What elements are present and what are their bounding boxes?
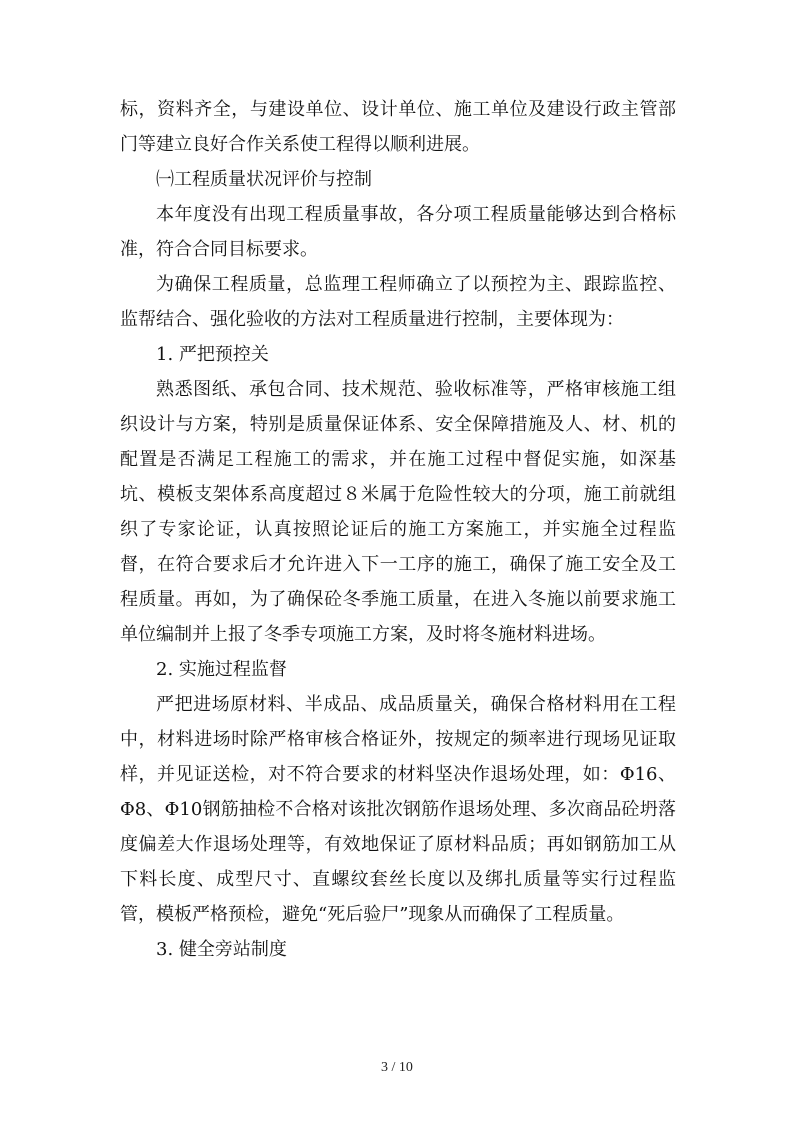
section-heading-quality: ㈠工程质量状况评价与控制: [156, 169, 372, 190]
subheading-precontrol: 1. 严把预控关: [156, 344, 269, 365]
paragraph-quality-control: 为确保工程质量，总监理工程师确立了以预控为主、跟踪监控、监帮结合、强化验收的方法对工程质量进行控制，主要体现为：: [120, 274, 676, 330]
paragraph-process-supervision: 严把进场原材料、半成品、成品质量关，确保合格材料用在工程中，材料进场时除严格审核合格证外，按规定的频率进行现场见证取样，并见证送检，对不符合要求的材料坚决作退场处理，如：Φ16、Φ8、Φ10钢筋抽检不合格对该批次钢筋作退场处理、多次商品砼坍落度偏差大作退场处理等，有效地保证了原材料品质；再如钢筋加工从下料长度、成型尺寸、直螺纹套丝长度以及绑扎质量等实行过程监管，模板严格预检，避免“死后验尸”现象从而确保了工程质量。: [120, 694, 676, 925]
subheading-process-supervision: 2. 实施过程监督: [156, 659, 287, 680]
paragraph-continuation: 标，资料齐全，与建设单位、设计单位、施工单位及建设行政主管部门等建立良好合作关系使工程得以顺利进展。: [120, 99, 676, 155]
page-number: 3 / 10: [381, 1060, 413, 1075]
subheading-side-station: 3. 健全旁站制度: [156, 939, 287, 960]
document-body: [120, 92, 676, 967]
paragraph-precontrol: 熟悉图纸、承包合同、技术规范、验收标准等，严格审核施工组织设计与方案，特别是质量保证体系、安全保障措施及人、材、机的配置是否满足工程施工的需求，并在施工过程中督促实施，如深基坑、模板支架体系高度超过８米属于危险性较大的分项，施工前就组织了专家论证，认真按照论证后的施工方案施工，并实施全过程监督，在符合要求后才允许进入下一工序的施工，确保了施工安全及工程质量。再如，为了确保砼冬季施工质量，在进入冬施以前要求施工单位编制并上报了冬季专项施工方案，及时将冬施材料进场。: [120, 379, 676, 645]
paragraph-quality-status: 本年度没有出现工程质量事故，各分项工程质量能够达到合格标准，符合合同目标要求。: [120, 204, 676, 260]
